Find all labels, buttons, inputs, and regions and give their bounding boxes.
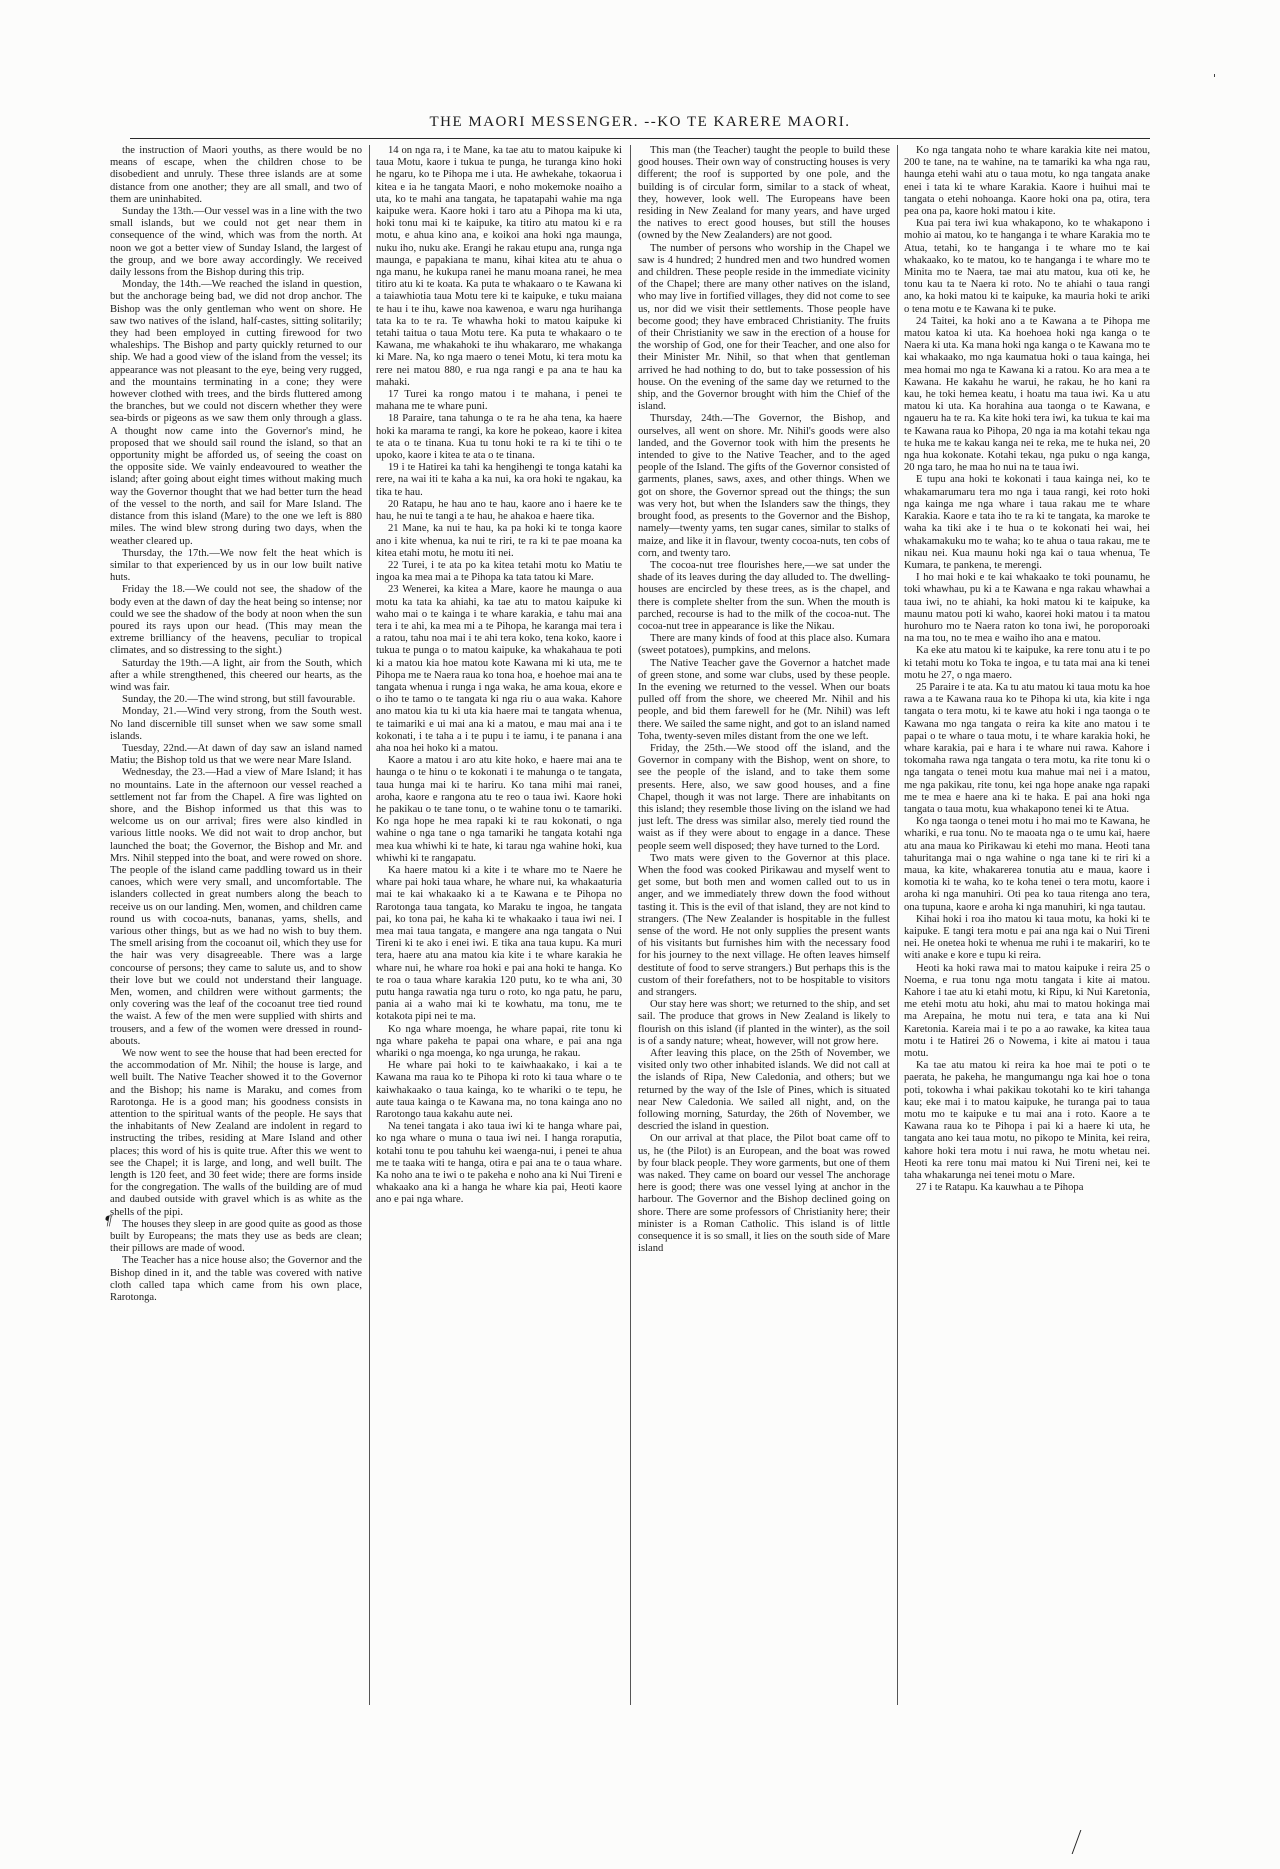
paragraph: Wednesday, the 23.—Had a view of Mare Island; it has no mountains. Late in the afternoon our vessel reached a settlement not far from the Chapel. A fire was lighted on shore, and the Bishop informed us that this was to welcome us on our arrival; fires were also kindled in various little nooks. We did not wait to drop anchor, but launched the boat; the Governor, the Bishop and Mr. and Mrs. Nihil stepped into the boat, and were rowed on shore. The people of the island came paddling toward us in their canoes, which were very small, and uncomfortable. The islanders collected in great numbers along the beach to receive us on our landing. Men, women, and children came round us with cocoa-nuts, bananas, yams, shells, and various other things, but as we had no wish to buy them. The smell arising from the cocoanut oil, which they use for the hair was very disagreeable. There was a large concourse of persons; they came to salute us, and to show their love but we could not understand their language. Men, women, and children were without garments; the only covering was the leaf of the cocoanut tree tied round the waist. A few of the men were supplied with shirts and trousers, and a few of the women were dressed in round-abouts. (110, 767, 362, 1047)
paragraph: The Teacher has a nice house also; the Governor and the Bishop dined in it, and the table was covered with native cloth called tapa which came from his own place, Rarotonga. (110, 1255, 362, 1304)
paragraph: Heoti ka hoki rawa mai to matou kaipuke i reira 25 o Noema, e rua tonu nga motu tangata i kite ai matou. Kahore i tae atu ki etahi motu, ki Ripu, ki Nui Karetonia, me etehi motu atu hoki, ahu mai to matou hokinga mai ma Arepaina, he motu nui tera, e tata ana ki Nui Karetonia. Kareia mai i te po a ao rawake, ka kitea taua motu i te Hatirei 26 o Nowema, i kite ai matou i taua motu. (904, 962, 1150, 1060)
paragraph: 19 i te Hatirei ka tahi ka hengihengi te tonga katahi ka rere, na wai iti te kaha a ka nui, ka ora hoki te ngakau, ka tika te hau. (376, 462, 622, 498)
header-rule (130, 138, 1150, 139)
paragraph: On our arrival at that place, the Pilot boat came off to us, he (the Pilot) is an European, and the boat was rowed by four black people. They wore garments, but one of them was naked. They came on board our vessel The anchorage here is good; there was one vessel lying at anchor in the harbour. The Governor and the Bishop declined going on shore. There are some professors of Christianity here; their minister is a Roman Catholic. This island is of little consequence it is so small, it lies on the south side of Mare island (638, 1133, 890, 1255)
column-english-2 (638, 145, 890, 1785)
paragraph: I ho mai hoki e te kai whakaako te toki pounamu, he toki whawhau, pu ki a te Kawana e nga rakau whawhai a taua iwi, no te ahiahi, ka hoki matou ki te kaipuke, ka maunu matou poti ki waho, kaorei hoki matou i ta matou hurohuro mo te Naera raton ko tona iwi, he poroporoaki na ma tou, no te mea e waiho iho ana e matou. (904, 572, 1150, 645)
paragraph: Kua pai tera iwi kua whakapono, ko te whakapono i mohio ai matou, ko te hanganga i te whare Karakia mo te Atua, tetahi, ko te hanganga i te whare mo te kai whakaako, ko te matou, ko te hanganga i te whare mo te Minita mo te Naera, tae mai atu matou, kua oti ke, he tonu kau ta te Naera ki roto. No te ahiahi o taua rangi ano, ka hoki matou ki te kaipuke, ka mauria hoki te ariki o tena motu e te Kawana ki te puke. (904, 218, 1150, 315)
paragraph: Sunday, the 20.—The wind strong, but still favourable. (122, 694, 356, 706)
paragraph: Monday, the 14th.—We reached the island in question, but the anchorage being bad, we did not drop anchor. The Bishop was the only gentleman who went on shore. He saw two natives of the island, half-castes, sitting solitarily; they had been employed in cutting firewood for two whaleships. The Bishop and party quickly returned to our ship. We had a good view of the island from the vessel; its appearance was not pleasant to the eye, being very rugged, and the mountains terminating in a cone; they were however clothed with trees, and the birds fluttered among the branches, but we could not discern whether they were sea-birds or pigeons as we saw them only through a glass. A thought now came into the Governor's mind, he proposed that we should sail round the island, so that an opportunity might be afforded us, of seeing the coast on the opposite side. We vainly endeavoured to weather the island; after going about eight times without making much way the Governor thought that we had better turn the head of the vessel to the north, and sail for Mare Island. The distance from this island (Mare) to the one we left is 880 miles. The wind blew strong during two days, when the weather cleared up. (110, 279, 362, 547)
paragraph: The cocoa-nut tree flourishes here,—we sat under the shade of its leaves during the day alluded to. The dwelling-houses are encircled by these trees, as is the chapel, and there is complete shelter from the sun. When the mouth is parched, recourse is had to the milk of the cocoa-nut. The cocoa-nut tree in appearance is like the Nikau. (638, 559, 890, 632)
margin-mark: ¶ (104, 1214, 113, 1229)
paragraph: the instruction of Maori youths, as there would be no means of escape, when the children chose to be disobedient and unruly. These three islands are at some distance from one another; they are all small, and two of them are uninhabited. (110, 145, 362, 205)
paragraph: After leaving this place, on the 25th of November, we visited only two other inhabited islands. We did not call at the islands of Ripa, New Caledonia, and others; but we returned by the way of the Isle of Pines, which is situated near New Caledonia. We sailed all night, and, on the following morning, Saturday, the 26th of November, we descried the island in question. (638, 1048, 890, 1133)
paragraph: The Native Teacher gave the Governor a hatchet made of green stone, and some war clubs, used by these people. In the evening we returned to the vessel. When our boats pulled off from the shore, we cheered Mr. Nihil and his people, and bid them farewell for he (Mr. Nihil) was left there. We sailed the same night, and got to an island named Toha, twenty-seven miles distant from the one we left. (638, 657, 890, 742)
page-header (130, 108, 1150, 142)
paragraph: This man (the Teacher) taught the people to build these good houses. Their own way of constructing houses is very different; the roof is supported by one pole, and the building is of circular form, similar to a stack of wheat, they, however, look well. The Europeans have been residing in New Zealand for many years, and have urged the natives to erect good houses, but still the houses (owned by the New Zealanders) are not good. (638, 145, 890, 242)
paragraph: Two mats were given to the Governor at this place. When the food was cooked Pirikawau and myself went to get some, but both men and women called out to us in anger, and we immediately threw down the food without tasting it. This is the evil of that island, they are not kind to strangers. (The New Zealander is hospitable in the fullest sense of the word. He not only supplies the present wants of his visitants but furnishes him with the necessary food for his journey to the next village. He often leaves himself destitute of food to serve strangers.) But perhaps this is the custom of their forefathers, not to be hospitable to visitors and strangers. (638, 852, 890, 999)
paragraph: 24 Taitei, ka hoki ano a te Kawana a te Pihopa me matou katoa ki uta. Ka hoehoea hoki nga kanga o te Naera ki uta. Ka mana hoki nga kanga o te Kawana mo te kai whakaako, mo nga kaumatua hoki o taua kainga, hei mea homai mo nga te Kawana ki a ratou. Ko ara mea a te Kawana. He kakahu he warui, he rakau, he ho kani ra kau, he toki hemea keatu, i hoatu ma taua iwi. Ka u atu matou ki uta. Ka horahina aua taonga o te Kawana, e ngaueru ha te ra. Ka kite hoki tera iwi, ka tukua te kai ma te Kawana raua ko Pihopa, 20 nga ia ma kotahi tekau nga te huka me te kakau kanga nei te reka, me te huka nei, 20 nga hua kokonate. Kotahi tekau, nga puku o nga kanga, 20 nga taro, he maa ho nui na te taua iwi. (904, 315, 1150, 474)
paragraph: Ka haere matou ki a kite i te whare mo te Naere he whare pai hoki taua whare, he whare nui, ka whakaaturia mai te kai whakaako ki a te Kawana e te Pihopa no Rarotonga taua tangata, ko Maraku te ingoa, he tangata pai, ko tona pai, he kaha ki te whakaako i taua iwi nei. I mea mai taua tangata, e mangere ana nga tangata o Nui Tireni ki te ako i enei iwi. E tika ana taua kupu. Ka muri tera, haere atu ana matou kia kite i te whare karakia he whare nui, he whare roa hoki e pai ana hoki te hanga. Ko te roa o taua whare karakia 120 putu, ko te wha ani, 30 putu hanga rawatia nga turu o roto, ko nga patu, he paru, pania ai a waho mai ki te kowhatu, ma tonu, me te kotakota pipi nei te ma. (376, 864, 622, 1023)
paragraph: Friday the 18.—We could not see, the shadow of the body even at the dawn of day the heat being so intense; nor could we see the shadow of the body at noon when the sun poured its rays upon our head. (This may mean the extreme brilliancy of the heavens, peculiar to tropical climates, and so distressing to the sight.) (110, 584, 362, 657)
paragraph: We now went to see the house that had been erected for the accommodation of Mr. Nihil; the house is large, and well built. The Native Teacher showed it to the Governor and the Bishop; his name is Maraku, and comes from Rarotonga. He is a good man; his goodness consists in attention to the spiritual wants of the people. He says that the inhabitants of New Zealand are indolent in regard to instructing the tribes, residing at Mare Island and other places; this word of his is quite true. After this we went to see the Chapel; it is large, and long, and well built. The length is 120 feet, and 30 feet wide; there are forms inside for the congregation. The walls of the building are of mud and daubed outside with gravel which is as white as the shells of the pipi. (110, 1048, 362, 1218)
column-divider (630, 145, 631, 1705)
paragraph: Ka tae atu matou ki reira ka hoe mai te poti o te paerata, he pakeha, he mangumangu nga kai hoe o tona poti, tokowha i whai pakikau tokotahi ko te kiri tahanga kau; eke mai i to matou kaipuke, he turanga pai to taua motu mo te kaipuke e tu mai ana i roto. Kaore a te Kawana raua ko te Pihopa i pai ki a haere ki uta, he tangata ano kei taua motu, no pikopo te Minita, kei reira, kahore hoki tera motu i nui rawa, he motu whetau nei. Heoti ka rere tonu mai matou ki Nui Tireni nei, kei te taha whakarunga nei tenei motu o Mare. (904, 1060, 1150, 1182)
paragraph: Thursday, 24th.—The Governor, the Bishop, and ourselves, all went on shore. Mr. Nihil's goods were also landed, and the Governor took with him the presents he intended to give to the Native Teacher, and to the aged people of the Island. The gifts of the Governor consisted of garments, planes, saws, axes, and other things. When we got on shore, the Governor spread out the things; the sun was very hot, but when the Islanders saw the things, they brought food, as presents to the Governor and the Bishop, namely—twenty yams, ten sugar canes, similar to stalks of maize, and like it in flavour, twenty cocoa-nuts, ten cobs of corn, and twenty taro. (638, 413, 890, 559)
paragraph: 17 Turei ka rongo matou i te mahana, i penei te mahana me te whare puni. (376, 389, 622, 413)
paragraph: Ko nga tangata noho te whare karakia kite nei matou, 200 te tane, na te wahine, na te tamariki ka wha nga rau, haunga etehi wahi atu o taua motu, ko nga tangata anake enei i tata ki te whare Karakia. Kaore i huihui mai te tangata o etehi nohoanga. Kaore hoki ona pa, otira, tera pea ona pa, kaore hoki matou i kite. (904, 145, 1150, 218)
corner-mark: ' (1213, 72, 1217, 85)
paragraph: 23 Wenerei, ka kitea a Mare, kaore he maunga o aua motu ka tata ka ahiahi, ka tae atu to matou kaipuke ki waho mai o te kainga i te whare karakia, e tahu mai ana tera i te ahi, ka mea mi a te Pihopa, he karanga mai tera i a ratou, tahu noa mai i te ahi tera koko, tena koko, kaore i tukua te punga o to matou kaipuke, ka whakahaua te poti ki a matou kia hoe matou kote Kawana mi ki uta, me te Pihopa me te Naera raua ko tona hoa, e hoehoe mai ana te tangata whenua i runga i nga waka, he ama koua, ekore e o iho te tamo o te tangata ki nga riu o aua waka. Kahore ano matou kia tu ki uta kia haere mai te tangata whenua, te taimariki e ui mai ana ki a matou, e mau mai ana i te kokonati, i te taha a i te pupu i te iamu, i te panana i ana aha noa hei hoko ki a matou. (376, 584, 622, 754)
paragraph: Ko nga whare moenga, he whare papai, rite tonu ki nga whare pakeha te papai ona whare, e pai ana nga whariki o nga moenga, ko nga urunga, he rakau. (376, 1023, 622, 1060)
paragraph: Kaore a matou i aro atu kite hoko, e haere mai ana te haunga o te hinu o te kokonati i te mahunga o te tangata, taua hunga mai ki te hariru. Ko tana mihi mai ranei, aroha, kaore e rangona atu te reo o taua iwi. Kaore hoki he pakikau o te tane tonu, o te wahine tonu o te tamariki. Ko nga hope he mea rapaki ki te rau kokonati, o nga wahine o nga tane o nga tamariki he tangata kotahi nga mea kua whiwhi ki te hate, ki tarau nga wahine hoki, kua whiwhi ki te rangapatu. (376, 755, 622, 864)
paragraph: The houses they sleep in are good quite as good as those built by Europeans; the mats they use as beds are clean; their pillows are made of wood. (110, 1218, 362, 1255)
paragraph: Monday, 21.—Wind very strong, from the South west. No land discernible till sunset when we saw some small islands. (110, 706, 362, 742)
paragraph: Ko nga taonga o tenei motu i ho mai mo te Kawana, he whariki, e rua tonu. No te maoata nga o te umu kai, haere atu ana maua ko Pirikawau ki etehi mo mana. Heoti tana tahuritanga mai o nga wahine o nga tane ki te riri ki a maua, ka kite, whakarerea tonutia atu e maua, kaore i komotia ki te waha, ko te koha tenei o tera motu, kaore i aroha ki nga manuhiri. Oti pea ko taua ritenga ano tera, ona tupuna, kaore e aroha ki nga manuhiri, ki nga tautau. (904, 816, 1150, 913)
paragraph: 27 i te Ratapu. Ka kauwhau a te Pihopa (916, 1182, 1084, 1194)
paragraph: E tupu ana hoki te kokonati i taua kainga nei, ko te whakamarumaru tera mo nga i taua rangi, kei roto hoki nga kainga me nga whare i taua rakau me te whare Karakia. Kaore e tata iho te ra ki te tangata, ka maroke te waha ka tiki ake i te hua o te kokonati hei wai, hei whakamakuku mo te waha; ko te ahua o taua rakau, me te nikau nei. Kua maunu hoki nga kai o taua whenua, Te Kumara, te pankena, te merengi. (904, 474, 1150, 571)
article-columns (110, 145, 1150, 1785)
paragraph: 14 on nga ra, i te Mane, ka tae atu to matou kaipuke ki taua Motu, kaore i tukua te punga, he turanga kino hoki he ngaru, ko te Pihopa me i uta. He awhekahe, tokaorua i kitea e ia he tangata Maori, e noho mokemoke noaiho a uta, ko te mahi ana tangata, he tapatapahi wahie ma nga kaipuke wera. Kaore hoki i taro atu a Pihopa ma ki uta, hoki tonu mai ki te kaipuke, ka titiro atu matou ki e ra motu, e ahua kino ana, e koikoi ana hoki nga maunga, nuku iho, nuku ake. Erangi he rakau etupu ana, runga nga maunga, e papakiana te manu, kihai kitea atu te ahua o nga manu, he kukupa ranei he manu moana ranei, he mea titiro atu ki te koata. Ka puta te whakaaro o te Kawana ki a taiawhiotia taua Motu tere ki te kaipuke, e tuku maiana te hau i te ihu, kawe noa kawenoa, e waru nga hurihanga tata ka to te ra. Te whawha hoki to matou kaipuke ki tetahi taitua o taua Motu tere. Ka puta te whakaaro o te Kawana, me whakahoki te ihu whakararo, me whakanga ki Mare. Na, ko nga maero o tenei Motu, ki tera motu ka rere nei matou 880, e rua nga rangi e pa ana te hau ka mahaki. (376, 145, 622, 388)
bottom-pen-mark (1072, 1830, 1096, 1854)
paragraph: Kihai hoki i roa iho matou ki taua motu, ka hoki ki te kaipuke. E tangi tera motu e pai ana nga kai o Nui Tireni nei. He onetea hoki te whenua me ruhi i te makariri, ko te witi anake e kore e tupu ki reira. (904, 913, 1150, 962)
column-english-1 (110, 145, 362, 1785)
column-divider (369, 145, 370, 1705)
page-title: THE MAORI MESSENGER. --KO TE KARERE MAORI. (429, 114, 851, 130)
paragraph: Tuesday, 22nd.—At dawn of day saw an island named Matiu; the Bishop told us that we were near Mare Island. (110, 742, 362, 767)
paragraph: 25 Paraire i te ata. Ka tu atu matou ki taua motu ka hoe rawa a te Kawana raua ko te Pihopa ki uta, kia kite i nga tangata o tera motu, ki te kawe atu hoki i nga taonga o te Kawana mo nga tangata o reira ka kite ano matou i te papai o te whare o taua motu, i te whare karakia hoki, he whare karakia, pai e hara i te whare nui rawa. Kahore i tokomaha rawa nga tangata o tera motu, ka rite tonu ki o nga tangata o tenei motu kua mahue mai nei i a matou, me nga pakikau, rite tonu, kei nga hope anake nga rapaki me te mea e haere ana ki te haka. E pai ana hoki nga tangata o taua motu, kua whakapono tenei ki te Atua. (904, 681, 1150, 815)
paragraph: 22 Turei, i te ata po ka kitea tetahi motu ko Matiu te ingoa ka mea mai a te Pihopa ka tata tatou ki Mare. (376, 559, 622, 584)
paragraph: 20 Ratapu, he hau ano te hau, kaore ano i haere ke te hau, he nui te tangi a te hau, he ahakoa e haere tika. (376, 498, 622, 523)
paragraph: Friday, the 25th.—We stood off the island, and the Governor in company with the Bishop, went on shore, to see the people of the island, and to take them some presents. Here, also, we saw good houses, and a fine Chapel, though it was not large. There are inhabitants on this island; they resemble those living on the island we had just left. The dress was similar also, merely tied round the waist as if they were about to engage in a dance. These people seem well disposed; they have turned to the Lord. (638, 742, 890, 852)
column-maori-1 (376, 145, 622, 1785)
column-maori-2 (904, 145, 1150, 1785)
paragraph: There are many kinds of food at this place also. Kumara (sweet potatoes), pumpkins, and melons. (638, 633, 890, 657)
paragraph: Ka eke atu matou ki te kaipuke, ka rere tonu atu i te po ki tetahi motu ko Toka te ingoa, e tu tata mai ana ki tenei motu he 27, o nga maero. (904, 645, 1150, 681)
paragraph: Na tenei tangata i ako taua iwi ki te hanga whare pai, ko nga whare o muna o taua iwi nei. I hanga roraputia, kotahi tonu te pou tahuhu kei waenga-nui, i penei te ahua me te taaka witi te hanga, otira e pai ana te o taua whare. Ka noho ana te iwi o te pakeha e noho ana ki Nui Tireni e whakaako ana ki a hanga he whare kia pai, Heoti kaore ano e pai nga whare. (376, 1121, 622, 1206)
paragraph: Our stay here was short; we returned to the ship, and set sail. The produce that grows in New Zealand is likely to flourish on this island (if planted in the winter), as the soil is of a sandy nature; wheat, however, will not grow here. (638, 999, 890, 1047)
paragraph: 21 Mane, ka nui te hau, ka pa hoki ki te tonga kaore ano i kite whenua, ka nui te riri, te ra ki te pae moana ka kitea etahi motu, he motu iti nei. (376, 523, 622, 559)
paragraph: The number of persons who worship in the Chapel we saw is 4 hundred; 2 hundred men and two hundred women and children. These people reside in the immediate vicinity of the Chapel; there are many other natives on the island, who may live in fortified villages, they did not come to see us, nor did we visit their settlements. Those people have become good; they have embraced Christianity. The fruits of their Christianity we saw in the erection of a house for the worship of God, one for their Teacher, and one also for their Minister Mr. Nihil, so that when that gentleman arrived he had nothing to do, but to take possession of his house. On the evening of the same day we returned to the ship, and the Governor brought with him the Chief of the island. (638, 242, 890, 413)
paragraph: Sunday the 13th.—Our vessel was in a line with the two small islands, but we could not get near them in consequence of the wind, which was from the north. At noon we got a better view of Sunday Island, the largest of the group, and we bore away accordingly. We received daily lessons from the Bishop during this trip. (110, 206, 362, 279)
paragraph: He whare pai hoki to te kaiwhaakako, i kai a te Kawana ma raua ko te Pihopa ki roto ki taua whare o te kaiwhakaako o taua kainga, ko te whariki o te tepu, he aute taua kainga o te Kawana ma, no tona kainga ano no Rarotongo taua kakahu aute nei. (376, 1060, 622, 1121)
paragraph: 18 Paraire, tana tahunga o te ra he aha tena, ka haere hoki ka marama te rangi, ka kore he pokeao, kaore i kitea te ata o te tinana. Kua tu tonu hoki te ra ki te tihi o te upoko, kaore i kitea te ata o te tinana. (376, 413, 622, 462)
paragraph: Saturday the 19th.—A light, air from the South, which after a while strengthened, this cheered our hearts, as the wind was fair. (110, 657, 362, 693)
column-divider (897, 145, 898, 1705)
paragraph: Thursday, the 17th.—We now felt the heat which is similar to that experienced by us in our low built native huts. (110, 547, 362, 584)
